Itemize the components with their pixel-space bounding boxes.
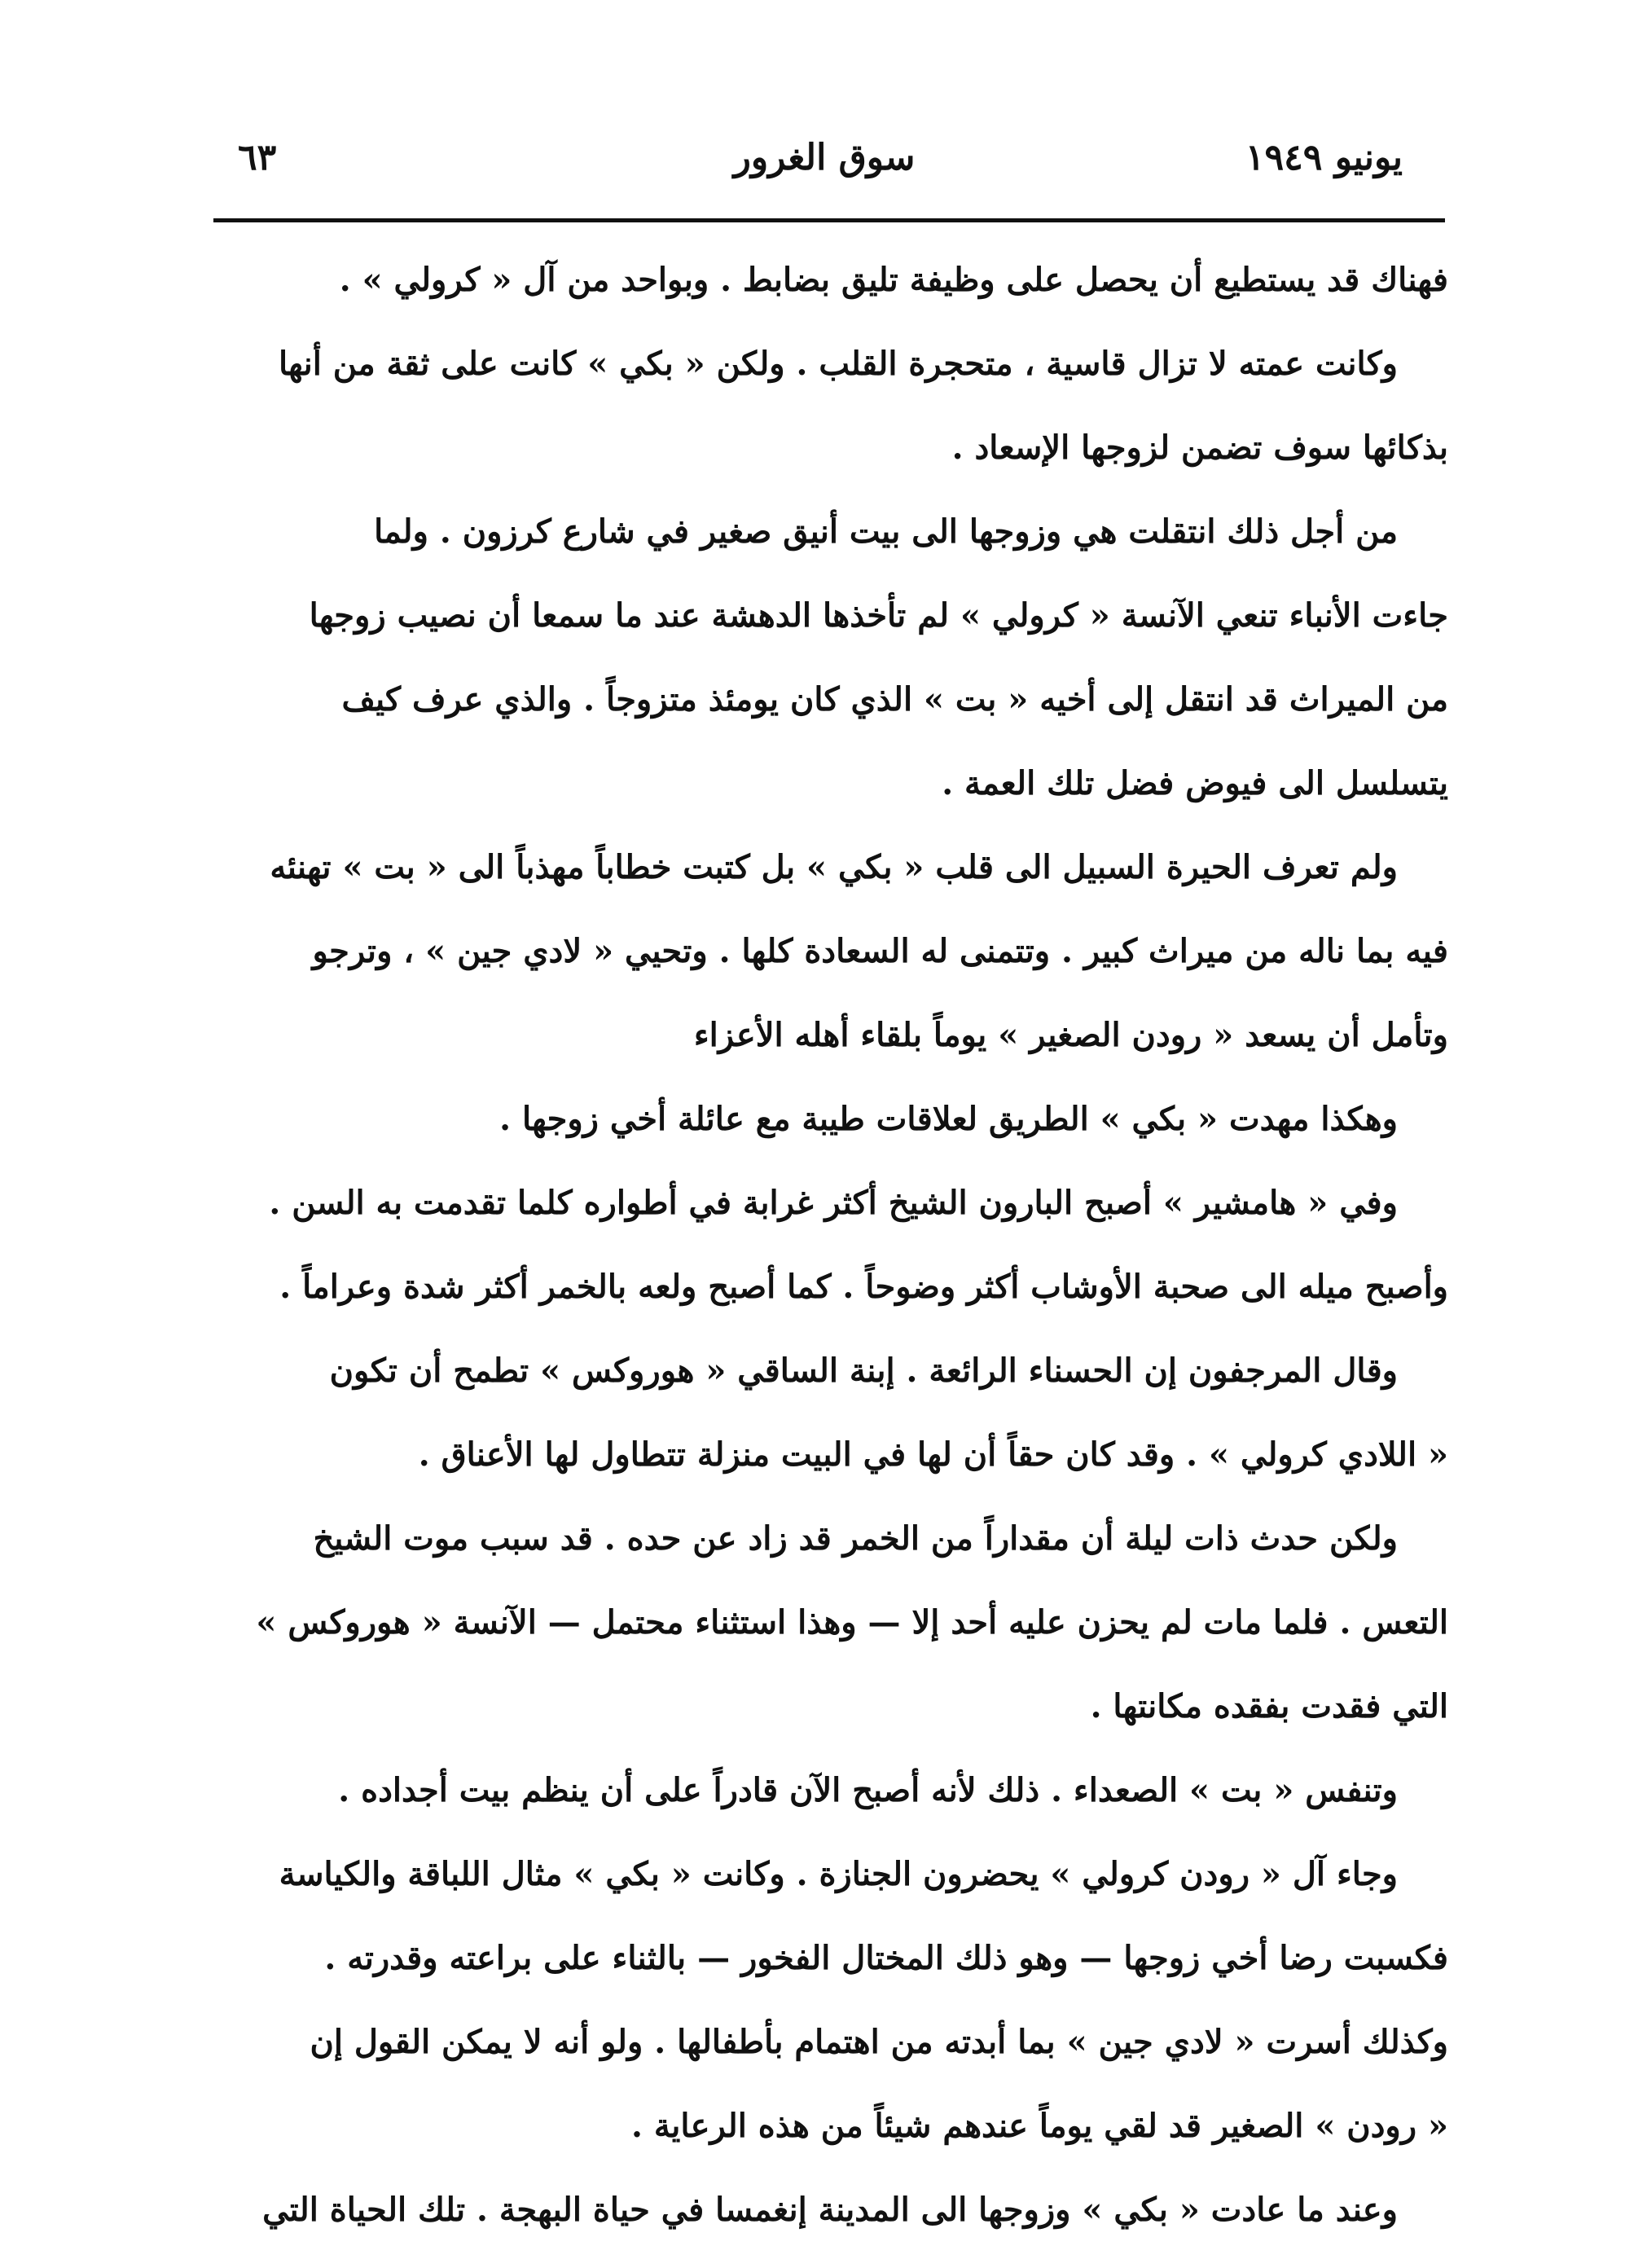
text-line: وتنفس « بت » الصعداء . ذلك لأنه أصبح الآن قادراً على أن ينظم بيت أجداده .: [338, 1771, 1398, 1809]
body-text: [194, 238, 1448, 2252]
text-line: فيه بما ناله من ميراث كبير . وتتمنى له السعادة كلها . وتحيي « لادي جين » ، وترجو: [312, 932, 1448, 970]
text-line: فكسبت رضا أخي زوجها — وهو ذلك المختال الفخور — بالثناء على براعته وقدرته .: [324, 1939, 1448, 1977]
text-line: وفي « هامشير » أصبح البارون الشيخ أكثر غرابة في أطواره كلما تقدمت به السن .: [269, 1184, 1398, 1222]
text-line: « رودن » الصغير قد لقي يوماً عندهم شيئاً من هذه الرعاية .: [631, 2107, 1448, 2145]
page-number: ٦٣: [238, 137, 277, 178]
header-rule: [213, 218, 1445, 222]
text-line: وكذلك أسرت « لادي جين » بما أبدته من اهتمام بأطفالها . ولو أنه لا يمكن القول إن: [310, 2023, 1448, 2061]
header-title: سوق الغرور: [733, 137, 916, 178]
text-line: وقال المرجفون إن الحسناء الرائعة . إبنة الساقي « هوروكس » تطمح أن تكون: [329, 1352, 1398, 1390]
text-line: فهناك قد يستطيع أن يحصل على وظيفة تليق بضابط . وبواحد من آل « كرولي » .: [339, 261, 1448, 299]
text-line: من الميراث قد انتقل إلى أخيه « بت » الذي كان يومئذ متزوجاً . والذي عرف كيف: [341, 680, 1448, 719]
text-line: يتسلسل الى فيوض فضل تلك العمة .: [942, 764, 1448, 802]
text-line: وعند ما عادت « بكي » وزوجها الى المدينة إنغمسا في حياة البهجة . تلك الحياة التي: [262, 2191, 1398, 2229]
text-line: وتأمل أن يسعد « رودن الصغير » يوماً بلقاء أهله الأعزاء: [693, 1016, 1448, 1054]
text-line: وكانت عمته لا تزال قاسية ، متحجرة القلب . ولكن « بكي » كانت على ثقة من أنها: [278, 345, 1398, 383]
header-date: يونيو ١٩٤٩: [1245, 137, 1403, 178]
text-line: ولكن حدث ذات ليلة أن مقداراً من الخمر قد زاد عن حده . قد سبب موت الشيخ: [313, 1519, 1398, 1558]
text-line: جاءت الأنباء تنعي الآنسة « كرولي » لم تأخذها الدهشة عند ما سمعا أن نصيب زوجها: [309, 596, 1448, 635]
text-line: ولم تعرف الحيرة السبيل الى قلب « بكي » بل كتبت خطاباً مهذباً الى « بت » تهنئه: [270, 848, 1398, 886]
text-line: التي فقدت بفقده مكانتها .: [1090, 1687, 1448, 1725]
text-line: وهكذا مهدت « بكي » الطريق لعلاقات طيبة مع عائلة أخي زوجها .: [499, 1100, 1398, 1138]
text-line: من أجل ذلك انتقلت هي وزوجها الى بيت أنيق صغير في شارع كرزون . ولما: [374, 512, 1398, 551]
text-line: وأصبح ميله الى صحبة الأوشاب أكثر وضوحاً . كما أصبح ولعه بالخمر أكثر شدة وعراماً .: [279, 1268, 1448, 1306]
running-header: [213, 122, 1435, 204]
text-line: « اللادي كرولي » . وقد كان حقاً أن لها في البيت منزلة تتطاول لها الأعناق .: [418, 1435, 1448, 1474]
text-line: بذكائها سوف تضمن لزوجها الإسعاد .: [951, 429, 1448, 467]
text-line: التعس . فلما مات لم يحزن عليه أحد إلا — وهذا استثناء محتمل — الآنسة « هوروكس »: [256, 1603, 1448, 1642]
text-line: وجاء آل « رودن كرولي » يحضرون الجنازة . وكانت « بكي » مثال اللباقة والكياسة: [279, 1855, 1398, 1893]
